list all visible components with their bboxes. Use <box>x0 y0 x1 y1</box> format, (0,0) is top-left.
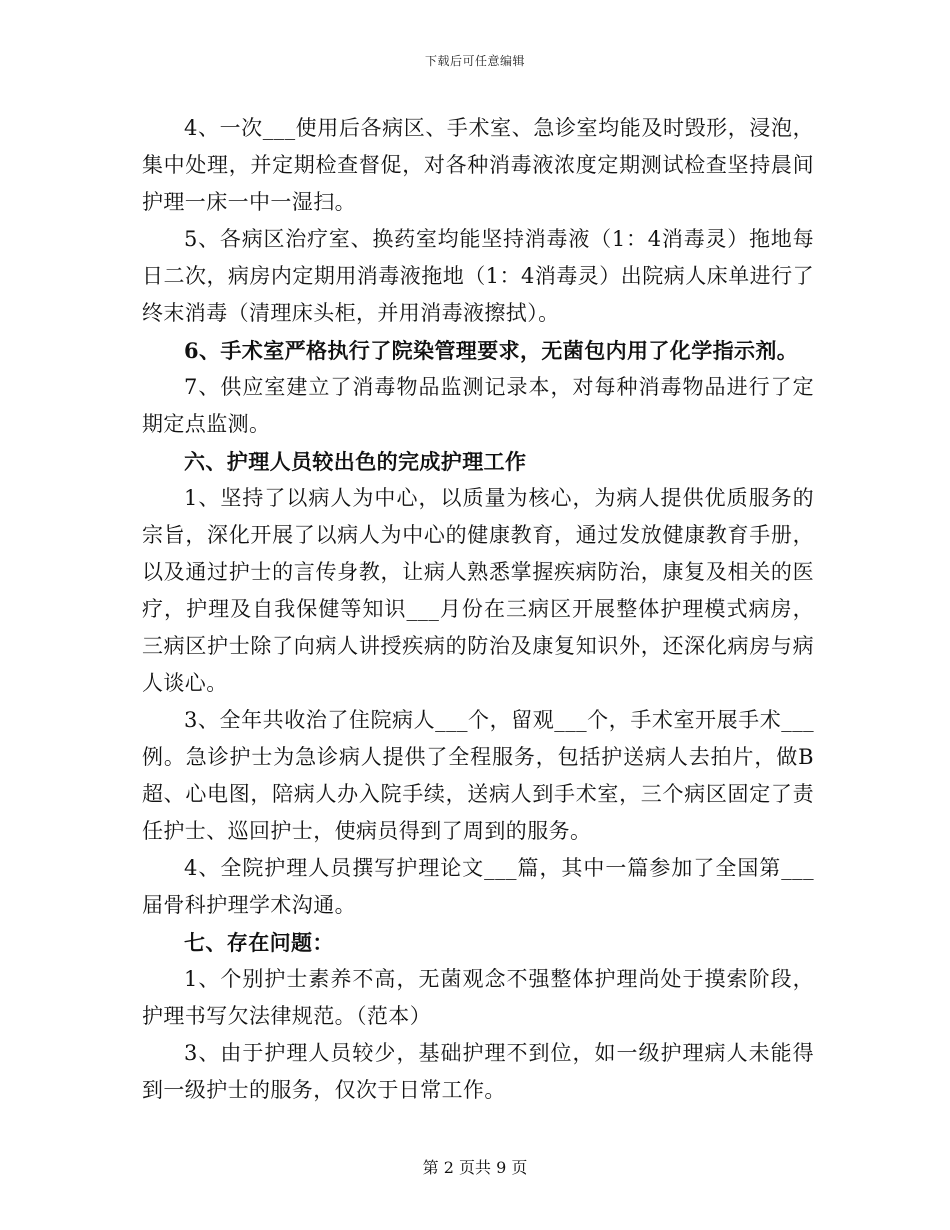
section-heading-six: 六、护理人员较出色的完成护理工作 <box>184 449 527 474</box>
paragraph-item-3-admissions: 3、全年共收治了住院病人___个，留观___个，手术室开展手术___例。急诊护士为急诊病人提供了全程服务，包括护送病人去拍片，做B超、心电图，陪病人办入院手续，送病人到手术室，三个病区固定了责任护士、巡回护士，使病员得到了周到的服务。 <box>142 708 814 843</box>
page-number-footer: 第 2 页共 9 页 <box>422 1158 528 1177</box>
paragraph-item-4-papers: 4、全院护理人员撰写护理论文___篇，其中一篇参加了全国第___届骨科护理学术沟通。 <box>142 856 814 917</box>
paragraph-item-3-staffing: 3、由于护理人员较少，基础护理不到位，如一级护理病人未能得到一级护士的服务，仅次于日常工作。 <box>142 1041 814 1102</box>
document-body <box>142 110 814 1109</box>
paragraph-item-5-disinfection: 5、各病区治疗室、换药室均能坚持消毒液（1：4消毒灵）拖地每日二次，病房内定期用消毒液拖地（1：4消毒灵）出院病人床单进行了终末消毒（清理床头柜，并用消毒液擦拭）。 <box>142 227 814 325</box>
paragraph-item-6-operating-room: 6、手术室严格执行了院染管理要求，无菌包内用了化学指示剂。 <box>184 338 799 363</box>
paragraph-item-4-disposal: 4、一次___使用后各病区、手术室、急诊室均能及时毁形，浸泡，集中处理，并定期检查督促，对各种消毒液浓度定期测试检查坚持晨间护理一床一中一湿扫。 <box>142 116 814 214</box>
section-heading-seven: 七、存在问题： <box>184 930 334 955</box>
paragraph-item-7-supply-room: 7、供应室建立了消毒物品监测记录本，对每种消毒物品进行了定期定点监测。 <box>142 375 814 436</box>
paragraph-item-1-patient-centered: 1、坚持了以病人为中心，以质量为核心，为病人提供优质服务的宗旨，深化开展了以病人为中心的健康教育，通过发放健康教育手册，以及通过护士的言传身教，让病人熟悉掌握疾病防治，康复及相关的医疗，护理及自我保健等知识___月份在三病区开展整体护理模式病房，三病区护士除了向病人讲授疾病的防治及康复知识外，还深化病房与病人谈心。 <box>142 486 814 695</box>
page-header: 下载后可任意编辑 <box>424 54 525 68</box>
paragraph-item-1-issues: 1、个别护士素养不高，无菌观念不强整体护理尚处于摸索阶段，护理书写欠法律规范。（范本） <box>142 967 814 1028</box>
